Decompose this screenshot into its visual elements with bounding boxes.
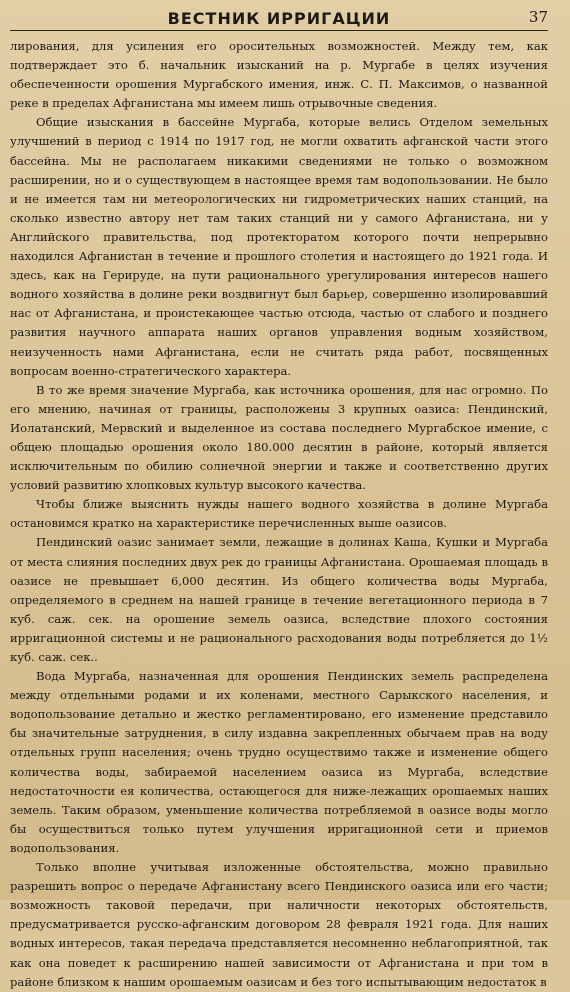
journal-title: ВЕСТНИК ИРРИГАЦИИ	[167, 9, 391, 28]
paragraph: В то же время значение Мургаба, как источника орошения, для нас огромно. По его мнению, начиная от границы, расположены 3 крупных оазиса: Пендинский, Иолатанский, Мервский и выделенное из состава последнего Мургабское имение, с общею площадью орошения около 180.000 десятин в районе, который является исключительным по обилию солнечной энергии и также и соответственно других условий развитию хлопковых культур высокого качества.	[10, 382, 548, 493]
running-header	[10, 8, 548, 31]
paragraph: Чтобы ближе выяснить нужды нашего водного хозяйства в долине Мургаба остановимся кратко на характеристике перечисленных выше оазисов.	[10, 497, 548, 531]
paragraph: Вода Мургаба, назначенная для орошения Пендинских земель распределена между отдельными родами и их коленами, местного Сарыкского населения, и водопользование детально и жестко регламентировано, его изменение представило бы значительные затруднения, в силу издавна закрепленных обычаем прав на воду отдельных групп населения; очень трудно осуществимо также и изменение общего количества воды, забираемой населением оазиса из Мургаба, вследствие недостаточности ея количества, остающегося для ниже-лежащих орошаемых наших земель. Таким образом, уменьшение количества потребляемой в оазисе воды могло бы осуществиться только путем улучшения ирригационной сети и приемов водопользования.	[10, 669, 548, 855]
paragraph: Общие изыскания в бассейне Мургаба, которые велись Отделом земельных улучшений в период с 1914 по 1917 год, не могли охватить афганской части этого бассейна. Мы не располагаем никакими сведениями не только о возможном расширении, но и о существующем в настоящее время там водопользовании. Не было и не имеется там ни метеорологических ни гидрометрических наших станций, на сколько известно автору нет там таких станций ни у самого Афганистана, ни у Английского правительства, под протекторатом которого почти непрерывно находился Афганистан в течение и прошлого столетия и настоящего до 1921 года. И здесь, как на Герируде, на пути рационального урегулирования интересов нашего водного хозяйства в долине реки воздвигнут был барьер, совершенно изолировавший нас от Афганистана, и проистекающее частью отсюда, частью от слабого и позднего развития научного аппарата наших органов управления водным хозяйством, неизученность нами Афганистана, если не считать ряда работ, посвященных вопросам военно-стратегического характера.	[10, 115, 548, 378]
paragraph: лирования, для усиления его оросительных возможностей. Между тем, как подтверждает это б. начальник изысканий на р. Мургабе в целях изучения обеспеченности орошения Мургабского имения, инж. С. П. Максимов, о названной реке в пределах Афганистана мы имеем лишь отрывочные сведения.	[10, 39, 548, 111]
paragraph: Пендинский оазис занимает земли, лежащие в долинах Каша, Кушки и Мургаба от места слияния последних двух рек до границы Афганистана. Орошаемая площадь в оазисе не превышает 6,000 десятин. Из общего количества воды Мургаба, определяемого в среднем на нашей границе в течение вегетационного периода в 7 куб. саж. сек. на орошение земель оазиса, вследствие плохого состояния ирригационной системы и не рационального расходования воды потребляется до 1½ куб. саж. сек..	[10, 535, 548, 664]
paragraph: Только вполне учитывая изложенные обстоятельства, можно правильно разрешить вопрос о передаче Афганистану всего Пендинского оазиса или его части; возможность таковой передачи, при наличности некоторых обстоятельств, предусматривается русско-афганским договором 28 февраля 1921 года. Для наших водных интересов, такая передача представляется несомненно неблагоприятной, так как она поведет к расширению нашей зависимости от Афганистана и при том в районе близком к нашим орошаемым оазисам и без того испытывающим недостаток в	[10, 860, 548, 989]
page-number: 37	[528, 8, 548, 26]
body-text	[10, 37, 548, 992]
